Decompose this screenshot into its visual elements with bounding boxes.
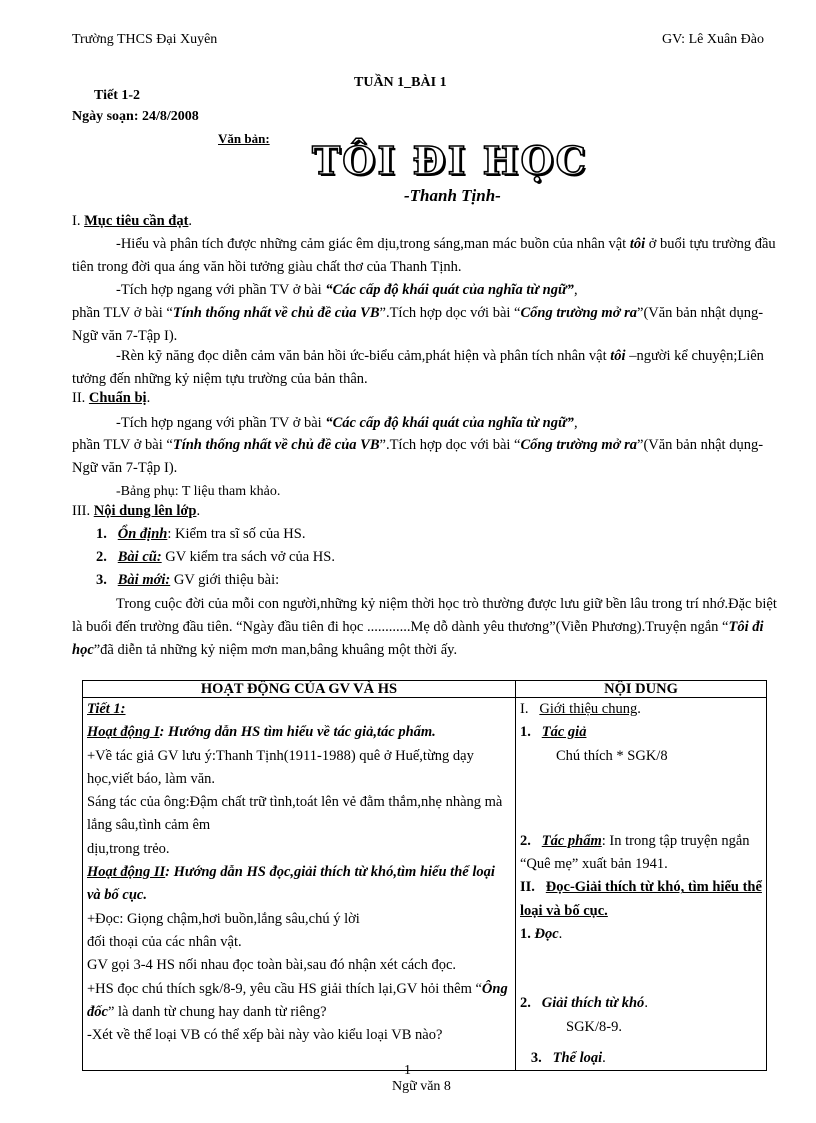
content-item: 3. Thể loại. — [530, 1049, 606, 1066]
activity-text: +Về tác giả GV lưu ý:Thanh Tịnh(1911-1988) quê ở Huế,từng dạy học,viết báo, làm văn. — [87, 747, 474, 787]
table-header-row — [83, 681, 767, 698]
period-label: Tiết 1-2 — [94, 88, 141, 103]
activity-text: GV gọi 3-4 HS nối nhau đọc toàn bài,sau đó nhận xét cách đọc. — [87, 957, 456, 974]
section1-num: I. — [72, 213, 81, 229]
section3-item3: 3. Bài mới: GV giới thiệu bài: — [96, 572, 280, 588]
activity-2-heading: Hoạt động II: Hướng dẫn HS đọc,giải thích từ khó,tìm hiểu thể loại và bố cục. — [87, 864, 495, 904]
teacher-name: GV: Lê Xuân Đào — [662, 32, 764, 47]
section1-heading: I. Mục tiêu cần đạt. — [72, 213, 193, 229]
footer-subject: Ngữ văn 8 — [392, 1079, 451, 1094]
week-label: TUẦN 1_BÀI 1 — [354, 75, 447, 90]
col-header-activities: HOẠT ĐỘNG CỦA GV VÀ HS — [83, 681, 516, 698]
section1-para2: -Tích hợp ngang với phần TV ở bài “Các cấp độ khái quát của nghĩa từ ngữ”, — [116, 282, 578, 298]
section2-num: II. — [72, 390, 86, 406]
section1-title: Mục tiêu cần đạt — [84, 213, 189, 229]
section1-para4: -Rèn kỹ năng đọc diễn cảm văn bản hồi ức-biểu cảm,phát hiện và phân tích nhân vật tôi –người kể chuyện;Liên tưởng đến những kỷ niệm tựu trường của bản thân. — [72, 348, 764, 387]
col-header-content: NỘI DUNG — [516, 681, 767, 698]
date-label: Ngày soạn: 24/8/2008 — [72, 109, 199, 124]
section2-para2: phần TLV ở bài “Tính thống nhất về chủ đề của VB”.Tích hợp dọc với bài “Cổng trường mở ra”(Văn bản nhật dụng-Ngữ văn 7-Tập I). — [72, 437, 764, 476]
intro-paragraph: Trong cuộc đời của mỗi con người,những kỷ niệm thời học trò thường được lưu giữ bền lâu trong trí nhớ.Đặc biệt là buổi đến trường đầu tiên. “Ngày đầu tiên đi học ............Mẹ dỗ dành yêu thương”(Viễn Phương).Truyện ngắn “Tôi đi học”đã diễn tả những kỷ niệm mơn man,bâng khuâng một thời ấy. — [72, 596, 777, 658]
section1-para1: -Hiểu và phân tích được những cảm giác êm dịu,trong sáng,man mác buồn của nhân vật tôi ở buổi tựu trường đầu tiên trong đời qua áng văn hồi tưởng giàu chất thơ của Thanh Tịnh. — [72, 236, 776, 275]
content-item: 1. Đọc. — [520, 926, 563, 943]
activity-text: +HS đọc chú thích sgk/8-9, yêu cầu HS giải thích lại,GV hỏi thêm “Ông đốc” là danh từ chung hay danh từ riêng? — [87, 980, 508, 1020]
activity-table — [82, 680, 767, 1071]
text-label: Văn bản: — [218, 131, 270, 146]
content-item: I. Giới thiệu chung. — [520, 701, 641, 717]
content-item: 2. Giải thích từ khó. — [520, 995, 648, 1012]
content-item: II. Đọc-Giải thích từ khó, tìm hiểu thể loại và bố cục. — [520, 879, 762, 919]
page-number: 1 — [404, 1063, 411, 1078]
content-item: 2. Tác phẩm: In trong tập truyện ngắn “Quê mẹ” xuất bản 1941. — [520, 832, 750, 873]
content-cell — [516, 698, 767, 1071]
activity-text: đối thoại của các nhân vật. — [87, 933, 242, 950]
school-name: Trường THCS Đại Xuyên — [72, 32, 218, 47]
activity-text: -Xét về thể loại VB có thể xếp bài này vào kiểu loại VB nào? — [87, 1027, 443, 1044]
section2-para1: -Tích hợp ngang với phần TV ở bài “Các cấp độ khái quát của nghĩa từ ngữ”, — [116, 415, 578, 431]
activity-text: dịu,trong trẻo. — [87, 840, 170, 857]
content-note: SGK/8-9. — [566, 1018, 622, 1035]
section2-title: Chuẩn bị — [88, 390, 147, 406]
section3-item1: 1. Ổn định: Kiểm tra sĩ số của HS. — [96, 526, 306, 542]
activity-1-heading: Hoạt động I: Hướng dẫn HS tìm hiểu về tác giả,tác phẩm. — [87, 724, 436, 741]
activity-text: +Đọc: Giọng chậm,hơi buồn,lắng sâu,chú ý lời — [87, 910, 360, 927]
activities-cell — [83, 698, 516, 1071]
section2-heading: II. Chuẩn bị. — [72, 390, 151, 406]
page-title: TÔI ĐI HỌC — [312, 138, 588, 183]
section2-para3: -Bảng phụ: T liệu tham khảo. — [116, 484, 281, 499]
section3-item2: 2. Bài cũ: GV kiểm tra sách vở của HS. — [96, 549, 335, 565]
content-note: Chú thích * SGK/8 — [556, 747, 668, 764]
section3-num: III. — [72, 503, 91, 519]
table-row — [83, 698, 767, 1071]
section3-heading: III. Nội dung lên lớp. — [72, 503, 201, 519]
content-item: 1. Tác giả — [520, 724, 587, 741]
author: -Thanh Tịnh- — [404, 186, 501, 205]
tiet-label: Tiết 1: — [87, 701, 126, 717]
section3-title: Nội dung lên lớp — [93, 503, 197, 519]
section1-para3: phần TLV ở bài “Tính thống nhất về chủ đề của VB”.Tích hợp dọc với bài “Cổng trường mở ra”(Văn bản nhật dụng-Ngữ văn 7-Tập I). — [72, 305, 764, 344]
activity-text: Sáng tác của ông:Đậm chất trữ tình,toát lên vẻ đằm thắm,nhẹ nhàng mà lắng sâu,tình cảm êm — [87, 794, 503, 834]
